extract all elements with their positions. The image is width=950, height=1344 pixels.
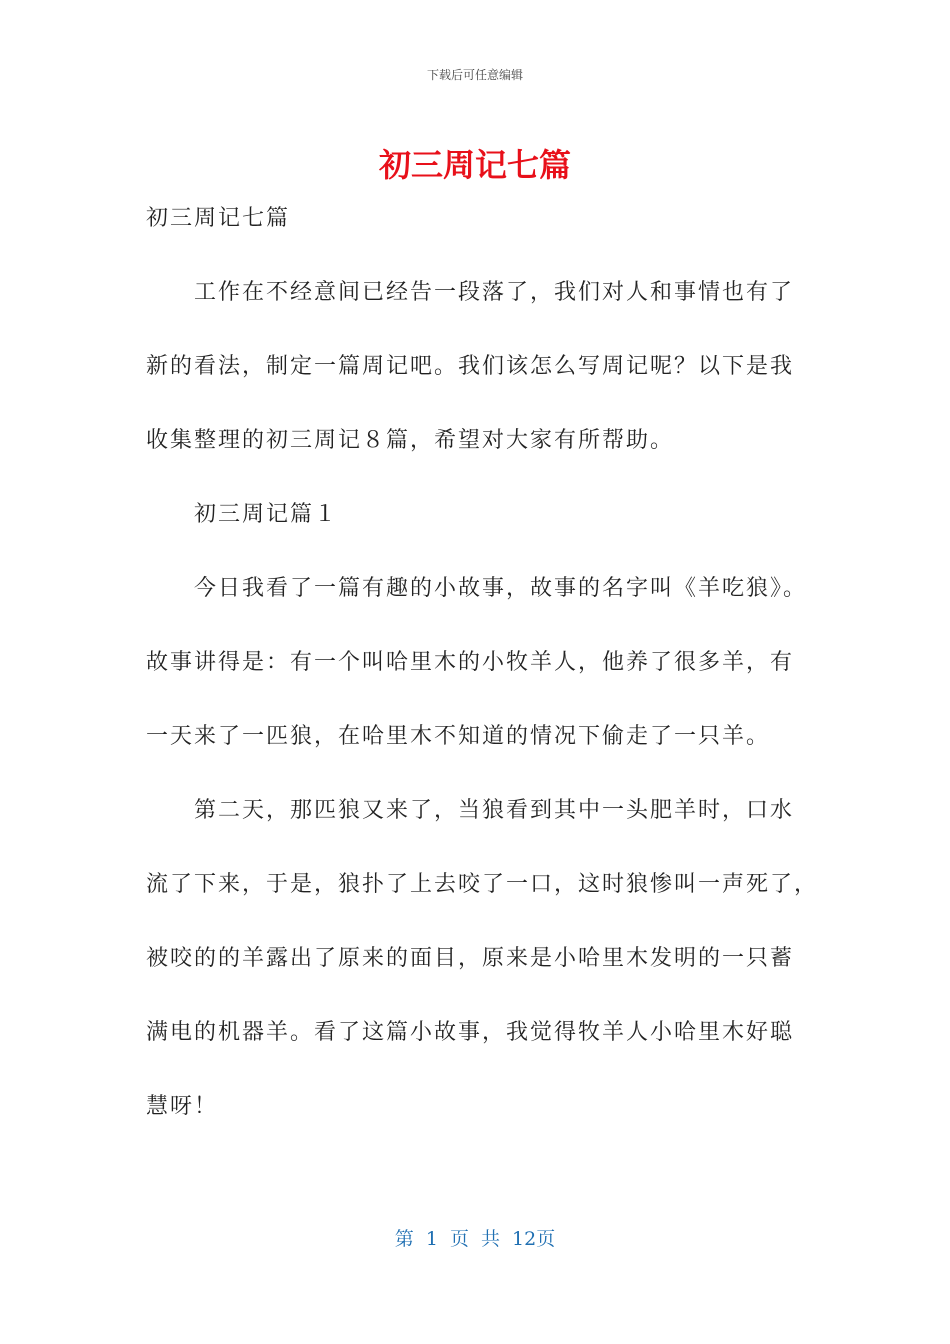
body-line: 流了下来，于是，狼扑了上去咬了一口，这时狼惨叫一声死了， [146,872,819,897]
body-line: 收集整理的初三周记８篇，希望对大家有所帮助。 [146,428,675,453]
body-line: 一天来了一匹狼，在哈里木不知道的情况下偷走了一只羊。 [146,724,771,749]
body-line: 初三周记篇１ [194,502,339,527]
page-number-footer: 第 1 页 共 12页 [394,1228,556,1250]
document-body [146,196,819,1158]
body-line: 今日我看了一篇有趣的小故事，故事的名字叫《羊吃狼》。 [194,576,808,601]
body-line: 被咬的的羊露出了原来的面目，原来是小哈里木发明的一只蓄 [146,946,795,971]
header-note: 下载后可任意编辑 [426,68,523,82]
body-line: 新的看法，制定一篇周记吧。我们该怎么写周记呢？以下是我 [146,354,795,379]
body-line: 故事讲得是：有一个叫哈里木的小牧羊人，他养了很多羊，有 [146,650,795,675]
body-line: 初三周记七篇 [146,206,291,231]
body-line: 慧呀！ [146,1094,219,1119]
body-line: 第二天，那匹狼又来了，当狼看到其中一头肥羊时，口水 [194,798,795,823]
document-title: 初三周记七篇 [378,146,571,184]
body-line: 满电的机器羊。看了这篇小故事，我觉得牧羊人小哈里木好聪 [146,1020,795,1045]
body-line: 工作在不经意间已经告一段落了，我们对人和事情也有了 [194,280,795,305]
